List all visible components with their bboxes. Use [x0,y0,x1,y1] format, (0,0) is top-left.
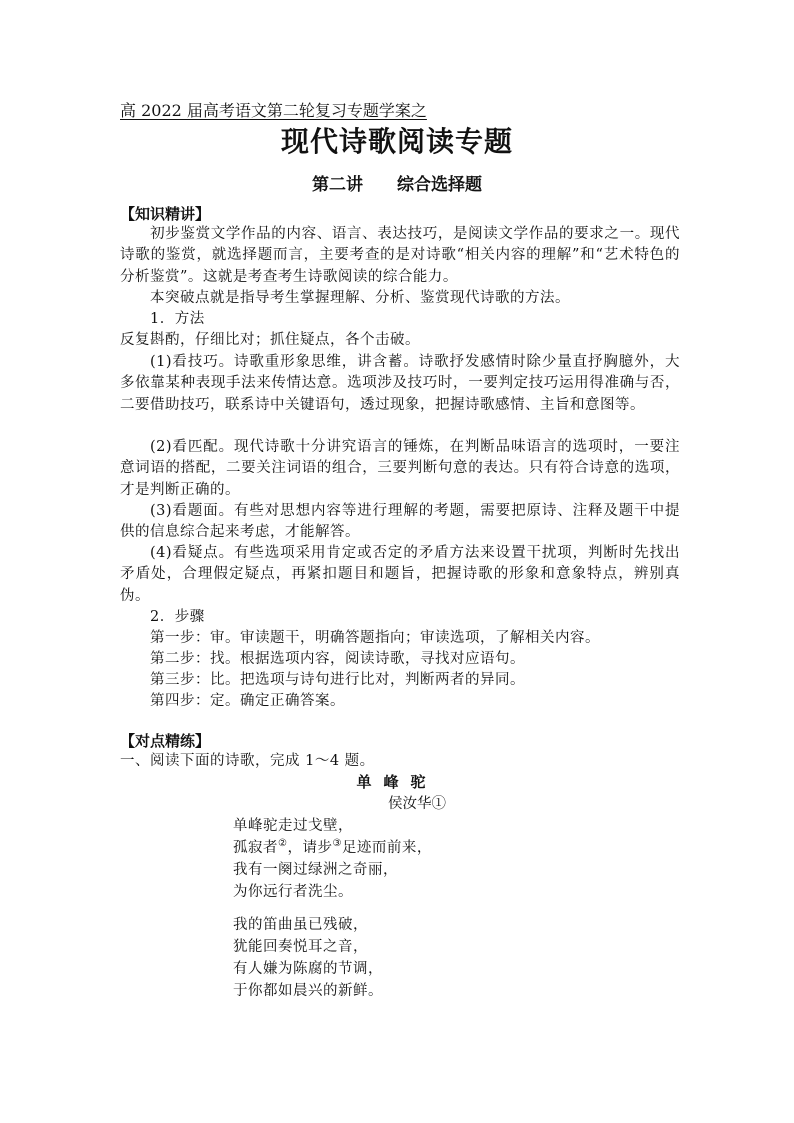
question-prompt: 一、阅读下面的诗歌，完成 1～4 题。 [120,753,375,769]
knowledge-heading: 【知识精讲】 [120,205,211,223]
step-item: 第二步：找。根据选项内容，阅读诗歌，寻找对应语句。 [150,651,525,667]
poem-line: 我有一阕过绿洲之奇丽， [233,862,398,878]
poem-title: 单峰驼 [356,773,438,791]
intro-paragraph-2: 本突破点就是指导考生掌握理解、分析、鉴赏现代诗歌的方法。 [150,290,570,306]
steps-heading: 2．步骤 [150,609,205,625]
poem-line: 有人嫌为陈腐的节调， [233,961,383,977]
poem-line: 孤寂者②，请步③足迹而前来， [233,838,432,856]
intro-paragraph [120,224,680,288]
page-title: 现代诗歌阅读专题 [280,125,513,158]
series-header: 高 2022 届高考语文第二轮复习专题学案之 [120,101,427,120]
footnote-marker: ③ [332,838,342,850]
poem-line: 为你远行者洗尘。 [233,884,353,900]
method-heading: 1．方法 [150,311,205,327]
poem-line: 我的笛曲虽已残破， [233,917,368,933]
practice-heading: 【对点精练】 [120,732,211,750]
poem-line: 于你都如晨兴的新鲜。 [233,983,383,999]
method-item: (2)看匹配。现代诗歌十分讲究语言的锤炼，在判断品味语言的选项时，一要注意词语的搭配，二要关注词语的组合，三要判断句意的表达。只有符合诗意的选项，才是判断正确的。 [120,439,680,498]
footnote-marker: ① [431,796,446,812]
poem-author: 侯汝华① [388,796,446,812]
step-item: 第三步：比。把选项与诗句进行比对，判断两者的异同。 [150,672,525,688]
intro-text: 初步鉴赏文学作品的内容、语言、表达技巧，是阅读文学作品的要求之一。现代诗歌的鉴赏，就选择题而言，主要考查的是对诗歌“相关内容的理解”和“艺术特色的分析鉴赏”。这就是考查考生诗歌阅读的综合能力。 [120,226,680,285]
step-item: 第一步：审。审读题干，明确答题指向；审读选项，了解相关内容。 [150,630,600,646]
lecture-topic: 综合选择题 [397,175,482,195]
lecture-number: 第二讲 [312,175,363,195]
method-item: (4)看疑点。有些选项采用肯定或否定的矛盾方法来设置干扰项，判断时先找出矛盾处，合理假定疑点，再紧扣题目和题旨，把握诗歌的形象和意象特点，辨别真伪。 [120,545,680,604]
method-summary: 反复斟酌，仔细比对；抓住疑点，各个击破。 [120,332,420,348]
lecture-subtitle [0,170,794,195]
method-item: (3)看题面。有些对思想内容等进行理解的考题，需要把原诗、注释及题干中提供的信息综合起来考虑，才能解答。 [120,503,680,541]
poem-line: 犹能回奏悦耳之音， [233,939,368,955]
footnote-marker: ② [278,838,288,850]
poem-line: 单峰驼走过戈壁， [233,818,353,834]
step-item: 第四步：定。确定正确答案。 [150,693,345,709]
method-item: (1)看技巧。诗歌重形象思维，讲含蓄。诗歌抒发感情时除少量直抒胸臆外，大多依靠某种表现手法来传情达意。选项涉及技巧时，一要判定技巧运用得准确与否，二要借助技巧，联系诗中关键语句，透过现象，把握诗歌感情、主旨和意图等。 [120,354,680,413]
